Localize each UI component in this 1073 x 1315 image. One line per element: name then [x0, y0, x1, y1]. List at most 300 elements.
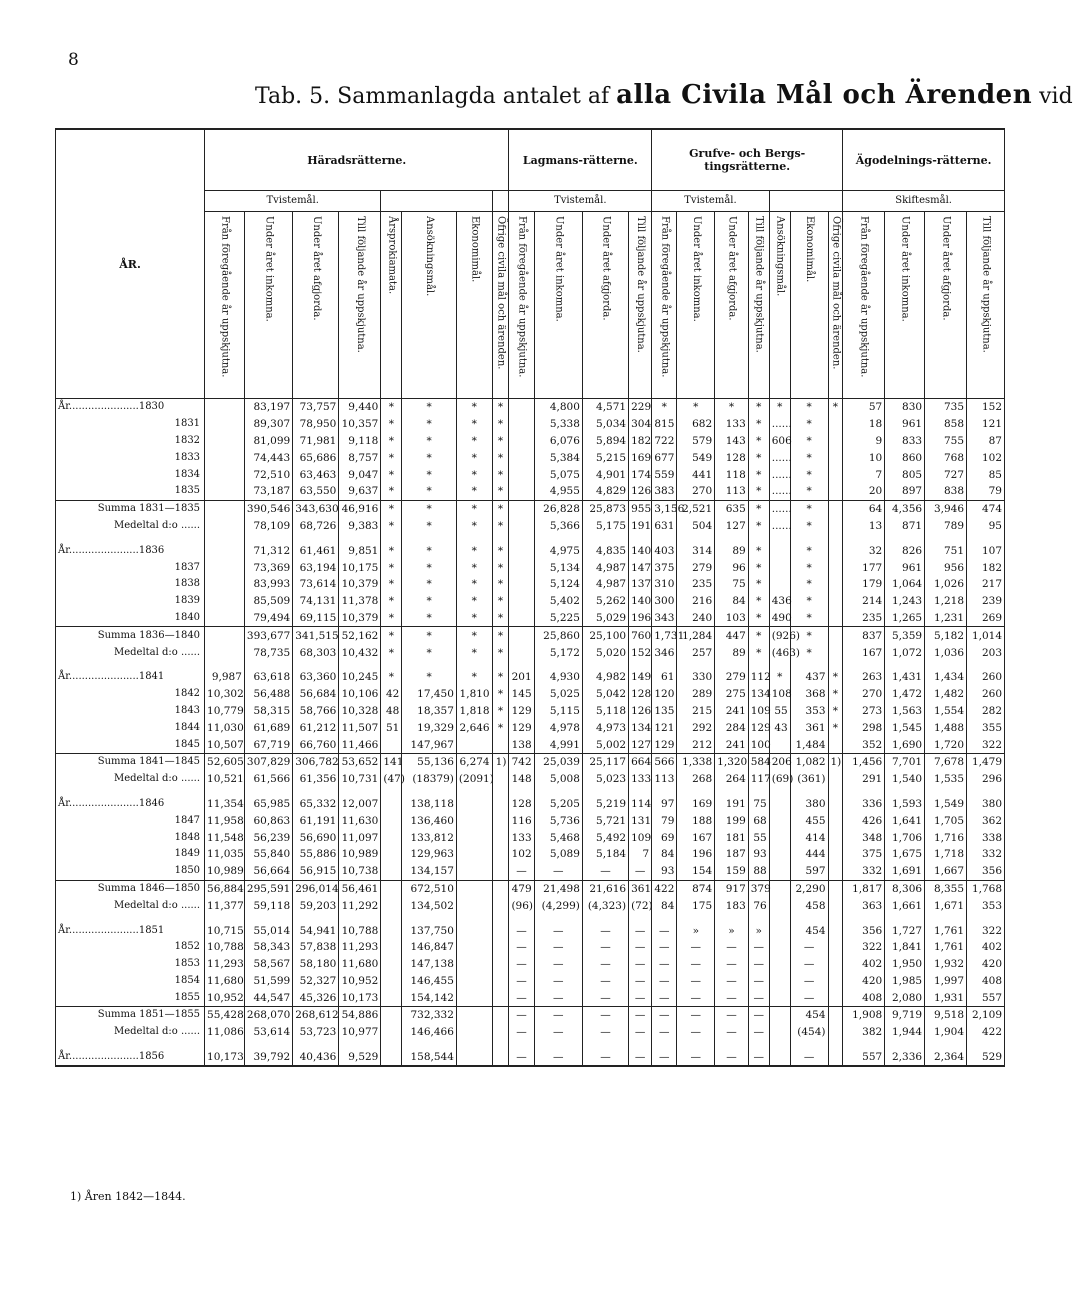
- table-cell: 129: [748, 719, 769, 736]
- table-cell: 529: [967, 1049, 1005, 1067]
- table-cell: 67,719: [244, 736, 292, 753]
- table-row: [56, 466, 1005, 483]
- table-cell: 179: [843, 576, 885, 593]
- table-cell: 4,991: [534, 736, 582, 753]
- table-cell: 121: [652, 719, 677, 736]
- table-row: [56, 1024, 1005, 1041]
- table-cell: *: [381, 610, 402, 627]
- table-cell: 1,243: [885, 593, 925, 610]
- table-cell: [456, 846, 492, 863]
- table-cell: [509, 559, 534, 576]
- table-cell: [456, 939, 492, 956]
- table-cell: 81,099: [244, 433, 292, 450]
- table-cell: 1,841: [885, 939, 925, 956]
- table-cell: 5,205: [534, 796, 582, 813]
- table-cell: 1,535: [925, 771, 967, 788]
- row-label: 1840: [56, 610, 205, 627]
- table-cell: [509, 593, 534, 610]
- table-cell: 408: [967, 973, 1005, 990]
- table-cell: 1,761: [925, 922, 967, 939]
- table-cell: 336: [843, 796, 885, 813]
- table-cell: 268,070: [244, 1007, 292, 1024]
- table-cell: 169: [677, 796, 715, 813]
- table-row: [56, 956, 1005, 973]
- table-cell: 408: [843, 989, 885, 1006]
- table-cell: *: [456, 449, 492, 466]
- table-cell: 73,757: [293, 399, 339, 416]
- table-cell: 32: [843, 542, 885, 559]
- table-cell: 268: [677, 771, 715, 788]
- table-cell: 380: [967, 796, 1005, 813]
- title-plain: Tab. 5. Sammanlagda antalet af: [255, 84, 617, 109]
- table-cell: 56,684: [293, 686, 339, 703]
- col-ansokn: Ansökningsmål.: [424, 216, 436, 297]
- table-cell: *: [492, 627, 509, 644]
- table-cell: 402: [843, 956, 885, 973]
- table-cell: 109: [748, 703, 769, 720]
- table-cell: [205, 576, 245, 593]
- table-cell: *: [381, 518, 402, 535]
- table-cell: 89,307: [244, 416, 292, 433]
- table-cell: 760: [629, 627, 652, 644]
- table-cell: 341,515: [293, 627, 339, 644]
- table-cell: 897: [885, 483, 925, 500]
- table-cell: [509, 500, 534, 517]
- table-cell: 241: [715, 736, 749, 753]
- table-cell: 454: [790, 922, 828, 939]
- table-cell: 74,131: [293, 593, 339, 610]
- table-cell: 10,952: [205, 989, 245, 1006]
- table-cell: 147,967: [402, 736, 457, 753]
- table-cell: 363: [843, 897, 885, 914]
- table-cell: [828, 863, 843, 880]
- table-cell: *: [748, 399, 769, 416]
- table-cell: 1): [828, 753, 843, 770]
- table-row: [56, 1007, 1005, 1024]
- table-cell: 55,428: [205, 1007, 245, 1024]
- table-cell: [769, 939, 790, 956]
- table-cell: *: [790, 576, 828, 593]
- table-cell: 51,599: [244, 973, 292, 990]
- table-cell: [769, 542, 790, 559]
- table-cell: 74,443: [244, 449, 292, 466]
- table-cell: 1,072: [885, 644, 925, 661]
- table-cell: 420: [967, 956, 1005, 973]
- table-cell: 182: [629, 433, 652, 450]
- table-cell: 2,364: [925, 1049, 967, 1067]
- table-row: [56, 736, 1005, 753]
- table-cell: *: [456, 483, 492, 500]
- table-cell: 55: [748, 829, 769, 846]
- table-cell: 1,284: [677, 627, 715, 644]
- table-cell: *: [492, 610, 509, 627]
- sub-skiftesmal: Skiftesmål.: [843, 191, 1005, 212]
- group-agodel: Ägodelnings-rätterne.: [843, 129, 1005, 191]
- col-under-ink: Under året inkomna.: [690, 216, 702, 322]
- table-cell: 10,302: [205, 686, 245, 703]
- table-cell: 4,829: [582, 483, 628, 500]
- table-cell: —: [790, 1049, 828, 1067]
- table-cell: 291: [843, 771, 885, 788]
- table-cell: 5,184: [582, 846, 628, 863]
- table-cell: —: [629, 989, 652, 1006]
- table-cell: [381, 956, 402, 973]
- table-cell: *: [381, 500, 402, 517]
- table-cell: —: [748, 1024, 769, 1041]
- table-cell: (4,323): [582, 897, 628, 914]
- table-cell: [456, 1024, 492, 1041]
- table-cell: 25,117: [582, 753, 628, 770]
- table-cell: ......: [769, 449, 790, 466]
- table-cell: 18: [843, 416, 885, 433]
- table-row: [56, 416, 1005, 433]
- row-label: 1837: [56, 559, 205, 576]
- table-cell: [828, 796, 843, 813]
- table-cell: *: [748, 518, 769, 535]
- table-row: [56, 880, 1005, 897]
- table-cell: *: [769, 399, 790, 416]
- table-cell: [828, 812, 843, 829]
- table-cell: [492, 1024, 509, 1041]
- table-cell: 154,142: [402, 989, 457, 1006]
- table-cell: 403: [652, 542, 677, 559]
- table-cell: 672,510: [402, 880, 457, 897]
- table-cell: *: [748, 593, 769, 610]
- table-cell: 9,118: [339, 433, 381, 450]
- col-till: Till följande år uppskjutna.: [354, 216, 366, 353]
- table-cell: 175: [677, 897, 715, 914]
- table-cell: 422: [967, 1024, 1005, 1041]
- table-cell: 174: [629, 466, 652, 483]
- table-cell: 89: [715, 644, 749, 661]
- table-cell: [492, 829, 509, 846]
- table-cell: 55,886: [293, 846, 339, 863]
- table-cell: 5,262: [582, 593, 628, 610]
- table-cell: *: [492, 449, 509, 466]
- table-cell: 97: [652, 796, 677, 813]
- table-cell: 52,327: [293, 973, 339, 990]
- table-cell: 42: [381, 686, 402, 703]
- table-cell: *: [381, 449, 402, 466]
- table-cell: 212: [677, 736, 715, 753]
- table-cell: 217: [967, 576, 1005, 593]
- table-cell: 43: [769, 719, 790, 736]
- table-cell: [828, 1007, 843, 1024]
- table-cell: 103: [715, 610, 749, 627]
- table-cell: 10: [843, 449, 885, 466]
- table-cell: 3,946: [925, 500, 967, 517]
- table-cell: 10,779: [205, 703, 245, 720]
- table-cell: 75: [715, 576, 749, 593]
- table-cell: —: [677, 1007, 715, 1024]
- table-cell: 361: [790, 719, 828, 736]
- table-cell: 11,097: [339, 829, 381, 846]
- table-cell: [828, 644, 843, 661]
- table-cell: 148: [509, 771, 534, 788]
- table-cell: 136,460: [402, 812, 457, 829]
- table-cell: 1,338: [677, 753, 715, 770]
- table-cell: [205, 449, 245, 466]
- table-cell: (47): [381, 771, 402, 788]
- table-cell: 1,690: [885, 736, 925, 753]
- table-cell: [492, 736, 509, 753]
- table-cell: 1,691: [885, 863, 925, 880]
- table-cell: ......: [769, 483, 790, 500]
- table-cell: *: [748, 644, 769, 661]
- table-cell: 11,680: [205, 973, 245, 990]
- table-cell: 5,002: [582, 736, 628, 753]
- table-cell: 143: [715, 433, 749, 450]
- table-cell: 284: [715, 719, 749, 736]
- table-cell: 112: [748, 669, 769, 686]
- table-cell: 436: [769, 593, 790, 610]
- table-cell: *: [456, 542, 492, 559]
- row-label: 1850: [56, 863, 205, 880]
- table-cell: 1,231: [925, 610, 967, 627]
- table-cell: —: [652, 1007, 677, 1024]
- table-cell: 240: [677, 610, 715, 627]
- table-cell: *: [402, 559, 457, 576]
- table-cell: 68,303: [293, 644, 339, 661]
- table-cell: 10,175: [339, 559, 381, 576]
- table-cell: [769, 829, 790, 846]
- table-cell: 557: [967, 989, 1005, 1006]
- table-cell: [769, 1007, 790, 1024]
- table-cell: *: [456, 399, 492, 416]
- col-under-afg: Under året afgjorda.: [600, 216, 612, 321]
- table-cell: 330: [677, 669, 715, 686]
- table-cell: 4,571: [582, 399, 628, 416]
- row-label: År......................1851: [56, 922, 205, 939]
- table-cell: *: [381, 559, 402, 576]
- table-cell: 10,173: [205, 1049, 245, 1067]
- table-cell: [456, 1049, 492, 1067]
- table-cell: 444: [790, 846, 828, 863]
- table-cell: 152: [967, 399, 1005, 416]
- table-cell: 93: [652, 863, 677, 880]
- table-cell: 346: [652, 644, 677, 661]
- table-cell: *: [381, 466, 402, 483]
- table-cell: 188: [677, 812, 715, 829]
- table-cell: 1,482: [925, 686, 967, 703]
- table-cell: 2,646: [456, 719, 492, 736]
- table-cell: —: [509, 973, 534, 990]
- table-cell: 154: [677, 863, 715, 880]
- table-cell: 393,677: [244, 627, 292, 644]
- table-cell: [456, 796, 492, 813]
- table-cell: 264: [715, 771, 749, 788]
- table-cell: 1,434: [925, 669, 967, 686]
- table-cell: 263: [843, 669, 885, 686]
- table-cell: 368: [790, 686, 828, 703]
- table-cell: *: [456, 416, 492, 433]
- table-cell: 584: [748, 753, 769, 770]
- table-cell: 146,847: [402, 939, 457, 956]
- table-cell: *: [790, 449, 828, 466]
- table-cell: 353: [967, 897, 1005, 914]
- table-cell: 10,173: [339, 989, 381, 1006]
- table-cell: 422: [652, 880, 677, 897]
- table-cell: 56,239: [244, 829, 292, 846]
- table-cell: 137,750: [402, 922, 457, 939]
- table-cell: *: [402, 518, 457, 535]
- table-cell: 1,456: [843, 753, 885, 770]
- table-cell: 108: [769, 686, 790, 703]
- table-cell: 606: [769, 433, 790, 450]
- table-cell: [492, 956, 509, 973]
- table-cell: 805: [885, 466, 925, 483]
- table-cell: 768: [925, 449, 967, 466]
- table-cell: 1,641: [885, 812, 925, 829]
- table-cell: 375: [843, 846, 885, 863]
- table-cell: *: [402, 449, 457, 466]
- table-cell: 8,757: [339, 449, 381, 466]
- table-cell: —: [790, 973, 828, 990]
- table-cell: *: [790, 416, 828, 433]
- table-cell: 458: [790, 897, 828, 914]
- table-cell: 664: [629, 753, 652, 770]
- table-cell: 10,328: [339, 703, 381, 720]
- table-cell: ......: [769, 466, 790, 483]
- table-row: [56, 518, 1005, 535]
- table-cell: —: [790, 939, 828, 956]
- table-cell: 85: [967, 466, 1005, 483]
- table-cell: —: [509, 863, 534, 880]
- table-cell: [381, 829, 402, 846]
- table-cell: 10,106: [339, 686, 381, 703]
- row-label: Medeltal d:o ......: [56, 897, 205, 914]
- col-under-ink: Under året inkomna.: [553, 216, 565, 322]
- table-cell: 69: [652, 829, 677, 846]
- table-cell: 5,359: [885, 627, 925, 644]
- table-row: [56, 399, 1005, 416]
- table-cell: 735: [925, 399, 967, 416]
- table-cell: 79,494: [244, 610, 292, 627]
- table-cell: 187: [715, 846, 749, 863]
- table-cell: [509, 433, 534, 450]
- table-cell: 332: [843, 863, 885, 880]
- table-cell: 1,931: [925, 989, 967, 1006]
- table-cell: 79: [652, 812, 677, 829]
- footnote: 1) Åren 1842—1844.: [70, 1190, 186, 1203]
- table-cell: [381, 897, 402, 914]
- table-cell: 441: [677, 466, 715, 483]
- table-cell: *: [402, 466, 457, 483]
- table-cell: *: [790, 559, 828, 576]
- table-cell: 5,134: [534, 559, 582, 576]
- table-cell: [828, 771, 843, 788]
- table-cell: 298: [843, 719, 885, 736]
- table-cell: 9,719: [885, 1007, 925, 1024]
- table-cell: [509, 449, 534, 466]
- table-cell: —: [629, 1049, 652, 1067]
- table-cell: [769, 812, 790, 829]
- table-cell: 6,274: [456, 753, 492, 770]
- table-cell: 229: [629, 399, 652, 416]
- table-cell: 126: [629, 703, 652, 720]
- table-cell: 96: [715, 559, 749, 576]
- table-cell: 5,215: [582, 449, 628, 466]
- table-cell: 84: [715, 593, 749, 610]
- table-cell: *: [402, 416, 457, 433]
- table-cell: 131: [629, 812, 652, 829]
- table-cell: 3,156: [652, 500, 677, 517]
- col-ansokn: Ansökningsmål.: [774, 216, 786, 297]
- table-cell: *: [769, 669, 790, 686]
- table-cell: 133: [509, 829, 534, 846]
- table-cell: 304: [629, 416, 652, 433]
- row-label: 1844: [56, 719, 205, 736]
- table-row: [56, 610, 1005, 627]
- table-cell: 191: [629, 518, 652, 535]
- table-cell: 268,612: [293, 1007, 339, 1024]
- table-cell: [828, 466, 843, 483]
- table-cell: 1,431: [885, 669, 925, 686]
- table-cell: *: [402, 399, 457, 416]
- table-cell: (463): [769, 644, 790, 661]
- table-cell: 322: [843, 939, 885, 956]
- table-cell: ......: [769, 518, 790, 535]
- table-cell: 10,357: [339, 416, 381, 433]
- table-cell: 275: [715, 686, 749, 703]
- table-cell: 60,863: [244, 812, 292, 829]
- table-cell: *: [748, 576, 769, 593]
- table-cell: [509, 542, 534, 559]
- table-cell: *: [492, 483, 509, 500]
- table-cell: *: [402, 644, 457, 661]
- table-cell: »: [748, 922, 769, 939]
- table-cell: 9,987: [205, 669, 245, 686]
- table-cell: 63,194: [293, 559, 339, 576]
- table-cell: —: [715, 1049, 749, 1067]
- table-cell: 830: [885, 399, 925, 416]
- table-cell: —: [582, 1007, 628, 1024]
- col-ekonomi: Ekonomimål.: [804, 216, 816, 283]
- table-cell: 18,357: [402, 703, 457, 720]
- table-row: [56, 1049, 1005, 1067]
- table-cell: 214: [843, 593, 885, 610]
- col-under-afg: Under året afgjorda.: [310, 216, 322, 321]
- table-cell: 1,904: [925, 1024, 967, 1041]
- table-cell: 76: [748, 897, 769, 914]
- table-cell: —: [534, 1024, 582, 1041]
- table-cell: 87: [967, 433, 1005, 450]
- table-cell: 454: [790, 1007, 828, 1024]
- table-cell: [492, 796, 509, 813]
- table-cell: 1,661: [885, 897, 925, 914]
- table-cell: 116: [509, 812, 534, 829]
- table-cell: 5,042: [582, 686, 628, 703]
- table-cell: [456, 736, 492, 753]
- table-cell: 138,118: [402, 796, 457, 813]
- table-cell: 9,518: [925, 1007, 967, 1024]
- table-cell: —: [652, 1049, 677, 1067]
- table-row: [56, 922, 1005, 939]
- table-cell: [205, 466, 245, 483]
- table-cell: *: [381, 669, 402, 686]
- table-cell: 871: [885, 518, 925, 535]
- table-cell: 838: [925, 483, 967, 500]
- table-cell: *: [381, 399, 402, 416]
- table-cell: 1,265: [885, 610, 925, 627]
- row-label: 1831: [56, 416, 205, 433]
- table-cell: 4,835: [582, 542, 628, 559]
- table-row: [56, 829, 1005, 846]
- table-cell: [828, 956, 843, 973]
- table-cell: 860: [885, 449, 925, 466]
- table-cell: [381, 939, 402, 956]
- table-cell: *: [492, 593, 509, 610]
